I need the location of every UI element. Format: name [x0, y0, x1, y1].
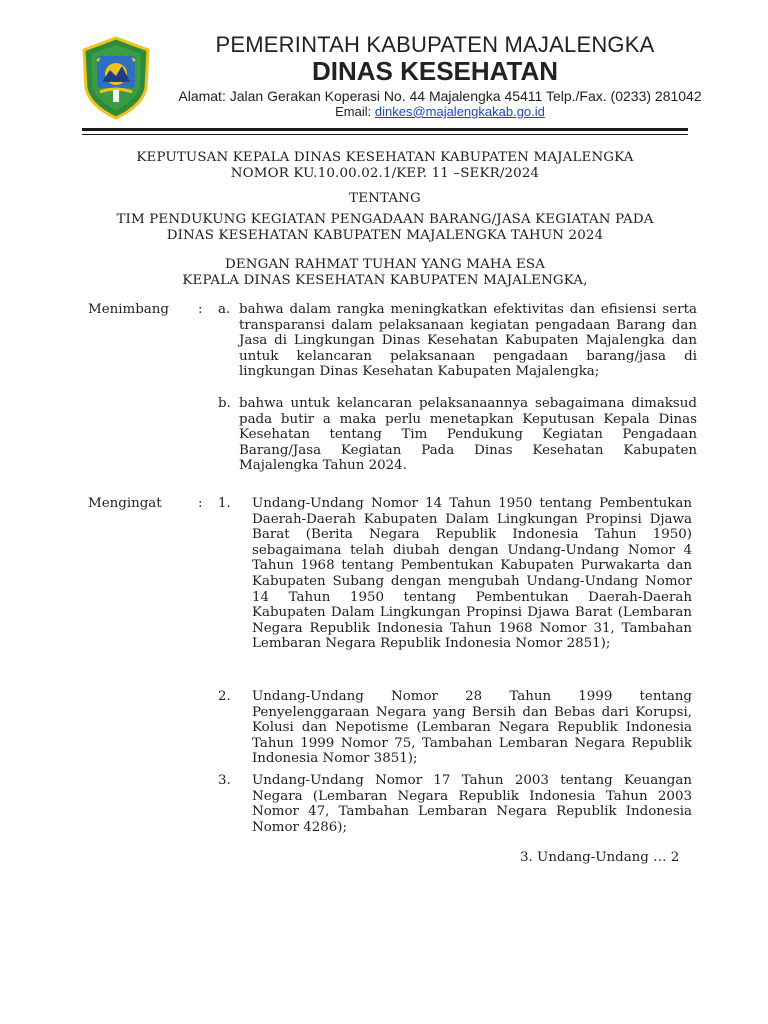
menimbang-item-a-text: bahwa dalam rangka meningkatkan efektivitas dan efisiensi serta transparansi dalam pelaksanaan kegiatan pengadaan Barang dan Jasa di Lingkungan Dinas Kesehatan Kabupaten Majalengka dan untuk kelancaran pelaksanaan pengadaan barang/jasa di lingkungan Dinas Kesehatan Kabupaten Majalengka;: [239, 302, 697, 380]
mengingat-item-2-text: Undang-Undang Nomor 28 Tahun 1999 tentang Penyelenggaraan Negara yang Bersih dan Bebas dari Korupsi, Kolusi dan Nepotisme (Lembaran Negara Republik Indonesia Tahun 1999 Nomor 75, Tambahan Lembaran Negara Republik Indonesia Nomor 3851);: [252, 689, 692, 767]
letterhead-rule-thick: [82, 128, 688, 131]
menimbang-label: Menimbang: [88, 302, 169, 317]
decree-about: TENTANG: [349, 191, 421, 206]
mengingat-item-1-marker: 1.: [218, 496, 231, 511]
decree-subject-line-1: TIM PENDUKUNG KEGIATAN PENGADAAN BARANG/JASA KEGIATAN PADA: [116, 212, 654, 227]
government-name: PEMERINTAH KABUPATEN MAJALENGKA: [215, 32, 655, 57]
mengingat-colon: :: [198, 496, 203, 511]
email-label: Email:: [335, 104, 372, 119]
mengingat-item-1-text: Undang-Undang Nomor 14 Tahun 1950 tentang Pembentukan Daerah-Daerah Kabupaten Dalam Lingkungan Propinsi Djawa Barat (Berita Negara Republik Indonesia Tahun 1950) sebagaimana telah diubah dengan Undang-Undang Nomor 4 Tahun 1968 tentang Pembentukan Kabupaten Purwakarta dan Kabupaten Subang dengan mengubah Undang-Undang Nomor 14 Tahun 1950 tentang Pembentukan Daerah-Daerah Kabupaten Dalam Lingkungan Propinsi Djawa Barat (Lembaran Negara Republik Indonesia Tahun 1968 Nomor 31, Tambahan Lembaran Negara Republik Indonesia Nomor 2851);: [252, 496, 692, 652]
mengingat-item-2-marker: 2.: [218, 689, 231, 704]
mengingat-item-3-text: Undang-Undang Nomor 17 Tahun 2003 tentang Keuangan Negara (Lembaran Negara Republik Indonesia Tahun 2003 Nomor 47, Tambahan Lembaran Negara Republik Indonesia Nomor 4286);: [252, 773, 692, 835]
email-link[interactable]: dinkes@majalengkakab.go.id: [374, 104, 545, 119]
decree-blessing: DENGAN RAHMAT TUHAN YANG MAHA ESA: [224, 257, 546, 272]
decree-issuer: KEPALA DINAS KESEHATAN KABUPATEN MAJALENGKA,: [182, 273, 588, 288]
decree-title: KEPUTUSAN KEPALA DINAS KESEHATAN KABUPATEN MAJALENGKA: [136, 150, 634, 165]
menimbang-item-b-marker: b.: [218, 396, 231, 411]
letterhead-rule-thin: [82, 134, 688, 135]
page-continuation: 3. Undang-Undang … 2: [520, 850, 680, 865]
menimbang-colon: :: [198, 302, 203, 317]
agency-address: Alamat: Jalan Gerakan Koperasi No. 44 Majalengka 45411 Telp./Fax. (0233) 281042: [178, 88, 702, 104]
decree-subject-line-2: DINAS KESEHATAN KABUPATEN MAJALENGKA TAHUN 2024: [166, 228, 604, 243]
decree-number: NOMOR KU.10.00.02.1/KEP. 11 –SEKR/2024: [230, 166, 540, 181]
agency-email-line: [150, 104, 730, 119]
mengingat-item-3-marker: 3.: [218, 773, 231, 788]
agency-name: DINAS KESEHATAN: [311, 56, 559, 86]
menimbang-item-b-text: bahwa untuk kelancaran pelaksanaannya sebagaimana dimaksud pada butir a maka perlu menetapkan Keputusan Kepala Dinas Kesehatan tentang Tim Pendukung Kegiatan Pengadaan Barang/Jasa Kegiatan Pada Dinas Kesehatan Kabupaten Majalengka Tahun 2024.: [239, 396, 697, 474]
mengingat-label: Mengingat: [88, 496, 162, 511]
menimbang-item-a-marker: a.: [218, 302, 231, 317]
